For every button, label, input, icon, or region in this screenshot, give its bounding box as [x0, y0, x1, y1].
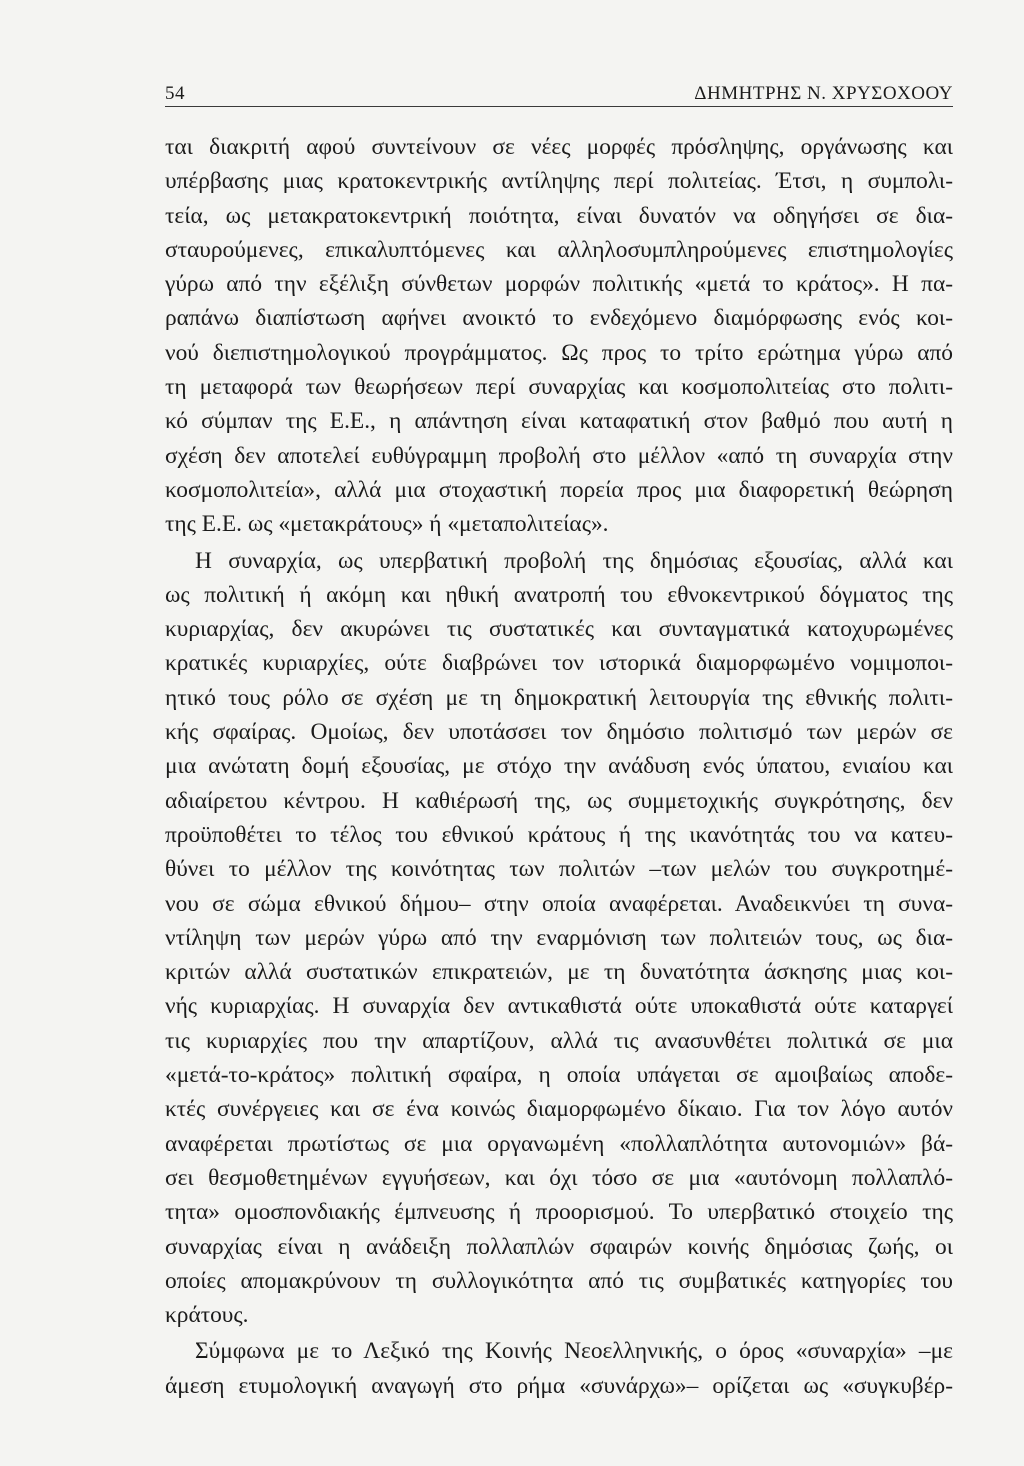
- text-line: σει θεσμοθετημένων εγγυήσεων, και όχι τόσο σε μια «αυτόνομη πολλαπλό-: [165, 1164, 953, 1191]
- text-line: τητα» ομοσπονδιακής έμπνευσης ή προορισμού. Το υπερβατικό στοιχείο της: [165, 1199, 953, 1226]
- text-line: γύρω από την εξέλιξη σύνθετων μορφών πολιτικής «μετά το κράτος». Η πα-: [165, 271, 953, 298]
- text-line: ως πολιτική ή ακόμη και ηθική ανατροπή του εθνοκεντρικού δόγματος της: [165, 581, 953, 608]
- text-line: κής σφαίρας. Ομοίως, δεν υποτάσσει τον δημόσιο πολιτισμό των μερών σε: [165, 719, 953, 746]
- text-line: σχέση δεν αποτελεί ευθύγραμμη προβολή στο μέλλον «από τη συναρχία στην: [165, 442, 953, 469]
- text-line: κράτους.: [165, 1302, 249, 1329]
- text-line: αναφέρεται πρωτίστως σε μια οργανωμένη «πολλαπλότητα αυτονομιών» βά-: [165, 1130, 953, 1157]
- text-line: κτές συνέργειες και σε ένα κοινώς διαμορφωμένο δίκαιο. Για τον λόγο αυτόν: [165, 1096, 953, 1123]
- text-line: νού διεπιστημολογικού προγράμματος. Ως προς το τρίτο ερώτημα γύρω από: [165, 339, 953, 366]
- text-line: συναρχίας είναι η ανάδειξη πολλαπλών σφαιρών κοινής δημόσιας ζωής, οι: [165, 1233, 953, 1260]
- text-line: σταυρούμενες, επικαλυπτόμενες και αλληλοσυμπληρούμενες επιστημολογίες: [165, 236, 953, 263]
- text-line: κό σύμπαν της Ε.Ε., η απάντηση είναι καταφατική στον βαθμό που αυτή η: [165, 408, 953, 435]
- page-number: 54: [165, 83, 185, 104]
- text-line: τεία, ως μετακρατοκεντρική ποιότητα, είναι δυνατόν να οδηγήσει σε δια-: [165, 202, 953, 229]
- text-line: υπέρβασης μιας κρατοκεντρικής αντίληψης περί πολιτείας. Έτσι, η συμπολι-: [165, 168, 953, 195]
- text-line: τις κυριαρχίες που την απαρτίζουν, αλλά τις ανασυνθέτει πολιτικά σε μια: [165, 1027, 953, 1054]
- text-line: οποίες απομακρύνουν τη συλλογικότητα από τις συμβατικές κατηγορίες του: [165, 1267, 953, 1294]
- paragraph: [165, 130, 953, 542]
- text-line: κρατικές κυριαρχίες, ούτε διαβρώνει τον ιστορικά διαμορφωμένο νομιμοποι-: [165, 650, 953, 677]
- page-header: [165, 83, 953, 107]
- text-line: κυριαρχίας, δεν ακυρώνει τις συστατικές και συνταγματικά κατοχυρωμένες: [165, 616, 953, 643]
- body-text: [165, 130, 953, 1403]
- header-rule: [165, 106, 953, 107]
- text-line: μια ανώτατη δομή εξουσίας, με στόχο την ανάδυση ενός ύπατου, ενιαίου και: [165, 753, 953, 780]
- text-line: ντίληψη των μερών γύρω από την εναρμόνιση των πολιτειών τους, ως δια-: [165, 924, 953, 951]
- text-line: άμεση ετυμολογική αναγωγή στο ρήμα «συνάρχω»– ορίζεται ως «συγκυβέρ-: [165, 1372, 953, 1399]
- text-line: ητικό τους ρόλο σε σχέση με τη δημοκρατική λειτουργία της εθνικής πολιτι-: [165, 684, 953, 711]
- text-line: Σύμφωνα με το Λεξικό της Κοινής Νεοελληνικής, ο όρος «συναρχία» –με: [195, 1338, 953, 1365]
- text-line: «μετά-το-κράτος» πολιτική σφαίρα, η οποία υπάγεται σε αμοιβαίως αποδε-: [165, 1062, 953, 1089]
- text-line: νου σε σώμα εθνικού δήμου– στην οποία αναφέρεται. Αναδεικνύει τη συνα-: [165, 890, 953, 917]
- paragraph: [165, 544, 953, 1333]
- paragraph: [165, 1334, 953, 1403]
- text-line: θύνει το μέλλον της κοινότητας των πολιτών –των μελών του συγκροτημέ-: [165, 856, 953, 883]
- text-line: αδιαίρετου κέντρου. Η καθιέρωσή της, ως συμμετοχικής συγκρότησης, δεν: [165, 787, 953, 814]
- text-line: νής κυριαρχίας. Η συναρχία δεν αντικαθιστά ούτε υποκαθιστά ούτε καταργεί: [165, 993, 953, 1020]
- text-line: τη μεταφορά των θεωρήσεων περί συναρχίας και κοσμοπολιτείας στο πολιτι-: [165, 374, 953, 401]
- text-line: προϋποθέτει το τέλος του εθνικού κράτους ή της ικανότητάς του να κατευ-: [165, 821, 953, 848]
- text-line: κοσμοπολιτεία», αλλά μια στοχαστική πορεία προς μια διαφορετική θεώρηση: [165, 476, 953, 503]
- text-line: Η συναρχία, ως υπερβατική προβολή της δημόσιας εξουσίας, αλλά και: [195, 547, 953, 574]
- running-head: ΔΗΜΗΤΡΗΣ Ν. ΧΡΥΣΟΧΟΟΥ: [694, 83, 953, 104]
- text-line: ται διακριτή αφού συντείνουν σε νέες μορφές πρόσληψης, οργάνωσης και: [165, 134, 953, 160]
- text-line: κριτών αλλά συστατικών επικρατειών, με τη δυνατότητα άσκησης μιας κοι-: [165, 959, 953, 986]
- text-line: της Ε.Ε. ως «μετακράτους» ή «μεταπολιτείας».: [165, 511, 609, 538]
- text-line: ραπάνω διαπίστωση αφήνει ανοικτό το ενδεχόμενο διαμόρφωσης ενός κοι-: [165, 305, 953, 332]
